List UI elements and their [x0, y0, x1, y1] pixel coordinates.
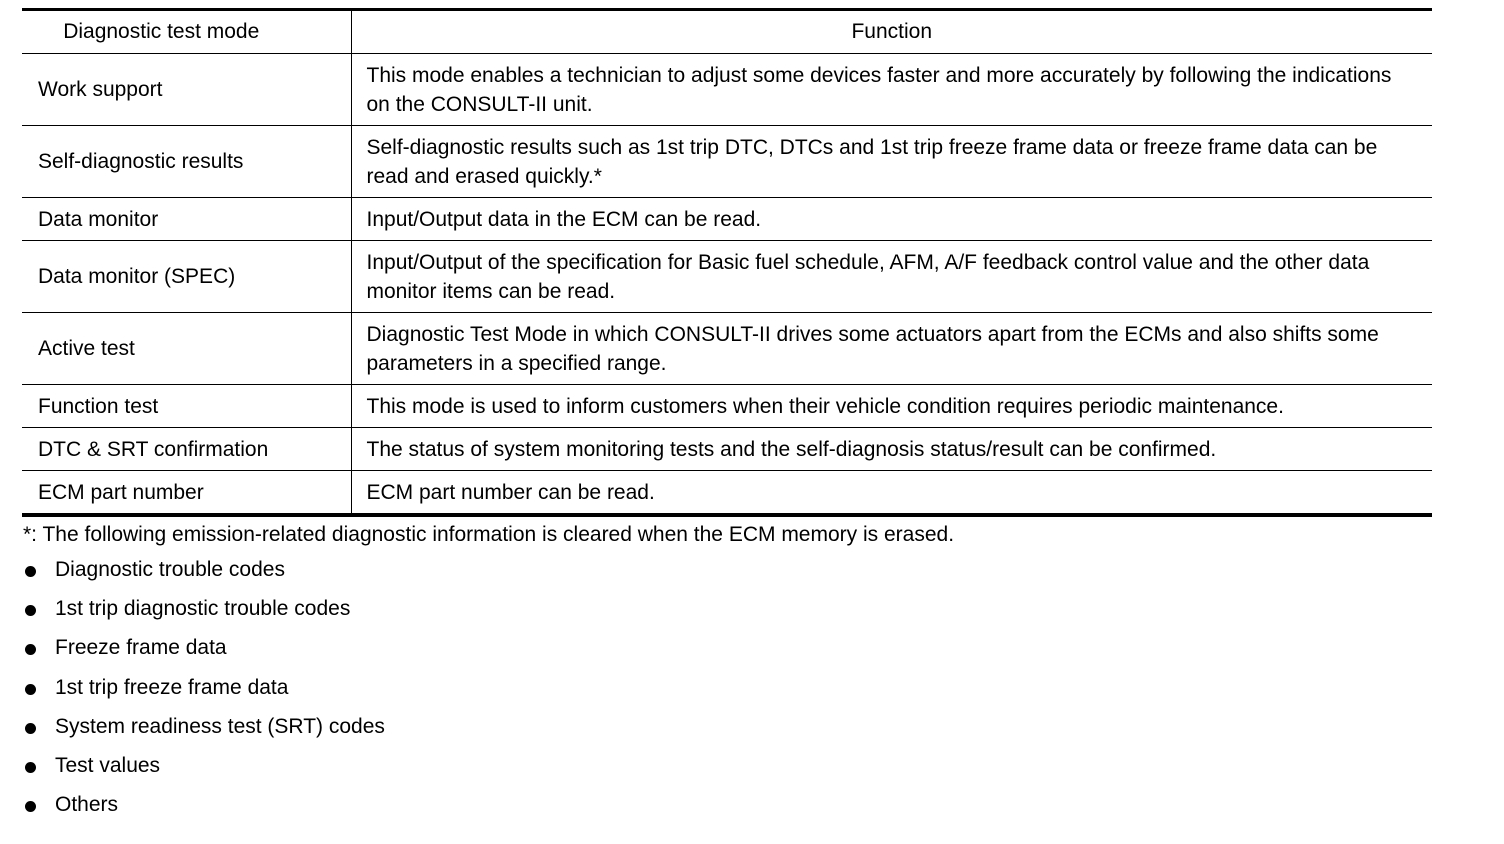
- mode-cell: Active test: [22, 313, 351, 385]
- table-row: [22, 126, 1432, 198]
- list-item: [22, 676, 1432, 715]
- list-item-label: Diagnostic trouble codes: [55, 558, 285, 581]
- function-cell: Diagnostic Test Mode in which CONSULT-II drives some actuators apart from the ECMs and also shifts some parameters in a specified range.: [351, 313, 1432, 385]
- list-item: [22, 793, 1432, 832]
- bullet-icon: [25, 684, 36, 695]
- table-row: [22, 54, 1432, 126]
- list-item-label: System readiness test (SRT) codes: [55, 714, 385, 738]
- table-row: [22, 471, 1432, 516]
- list-item: [22, 597, 1432, 636]
- mode-cell: ECM part number: [22, 471, 351, 516]
- list-item: [22, 636, 1432, 675]
- function-cell: The status of system monitoring tests and the self-diagnosis status/result can be confirmed.: [351, 428, 1432, 471]
- bullet-icon: [25, 644, 36, 655]
- list-item-label: 1st trip freeze frame data: [55, 675, 289, 699]
- list-item: [22, 754, 1432, 793]
- mode-cell: Data monitor: [22, 198, 351, 241]
- function-cell: Input/Output data in the ECM can be read.: [351, 198, 1432, 241]
- list-item: [22, 558, 1432, 597]
- bullet-icon: [25, 723, 36, 734]
- mode-cell: Self-diagnostic results: [22, 126, 351, 198]
- list-item: [22, 715, 1432, 754]
- cleared-info-list: [22, 558, 1432, 832]
- list-item-label: Freeze frame data: [55, 636, 227, 660]
- table-row: [22, 428, 1432, 471]
- bullet-icon: [25, 762, 36, 773]
- diagnostic-mode-table: [22, 8, 1432, 517]
- footnote: *: The following emission-related diagnostic information is cleared when the ECM memory is erased.: [23, 523, 955, 546]
- bullet-icon: [25, 801, 36, 812]
- table-row: [22, 198, 1432, 241]
- table-row: [22, 385, 1432, 428]
- list-item-label: 1st trip diagnostic trouble codes: [55, 597, 351, 621]
- header-diagnostic-test-mode: Diagnostic test mode: [22, 10, 351, 54]
- list-item-label: Others: [55, 793, 119, 817]
- mode-cell: Work support: [22, 54, 351, 126]
- list-item-label: Test values: [55, 753, 161, 777]
- function-cell: This mode is used to inform customers when their vehicle condition requires periodic maintenance.: [351, 385, 1432, 428]
- mode-cell: Function test: [22, 385, 351, 428]
- mode-cell: Data monitor (SPEC): [22, 241, 351, 313]
- bullet-icon: [25, 566, 36, 577]
- header-function: Function: [351, 10, 1432, 54]
- function-cell: Input/Output of the specification for Basic fuel schedule, AFM, A/F feedback control value and the other data monitor items can be read.: [351, 241, 1432, 313]
- function-cell: Self-diagnostic results such as 1st trip DTC, DTCs and 1st trip freeze frame data or freeze frame data can be read and erased quickly.*: [351, 126, 1432, 198]
- document-page: [22, 8, 1432, 832]
- mode-cell: DTC & SRT confirmation: [22, 428, 351, 471]
- function-cell: ECM part number can be read.: [351, 471, 1432, 516]
- bullet-icon: [25, 605, 36, 616]
- table-header-row: [22, 10, 1432, 54]
- table-row: [22, 313, 1432, 385]
- function-cell: This mode enables a technician to adjust some devices faster and more accurately by following the indications on the CONSULT-II unit.: [351, 54, 1432, 126]
- table-row: [22, 241, 1432, 313]
